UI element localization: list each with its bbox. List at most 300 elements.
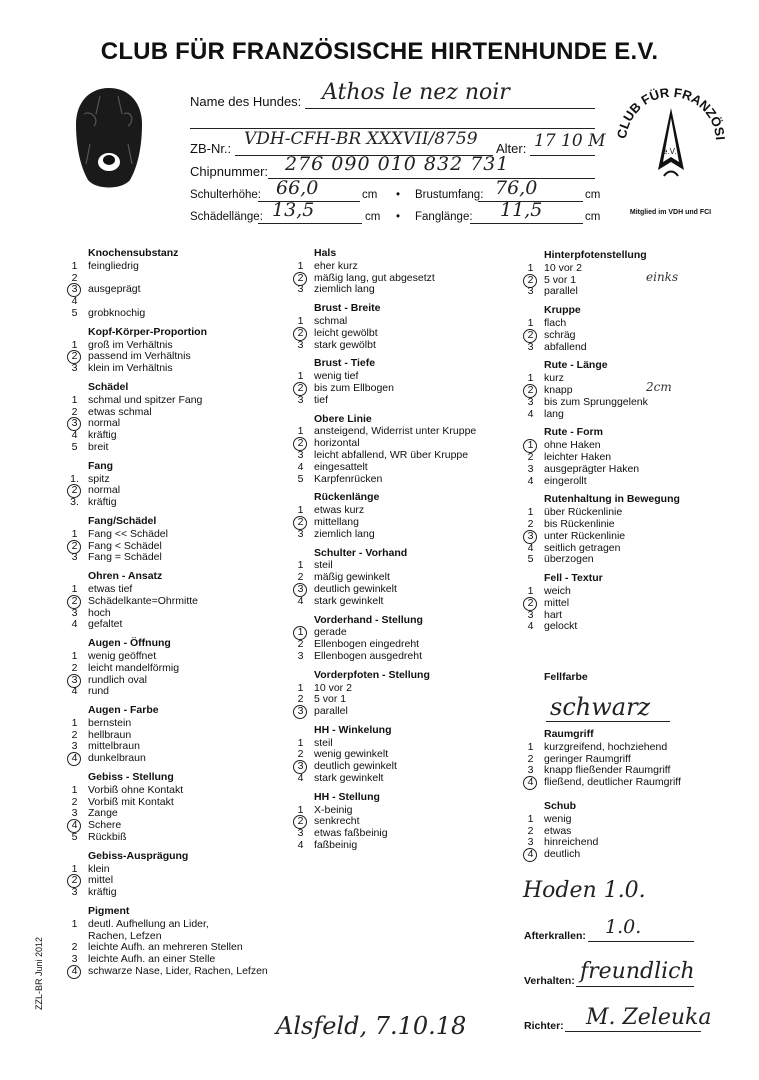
option-text: senkrecht — [314, 815, 360, 828]
option-number: 1 — [297, 736, 304, 749]
option-number: 2 — [71, 874, 78, 887]
criteria-section — [296, 548, 521, 608]
option-text: stark gewinkelt — [314, 772, 384, 785]
criteria-section — [70, 248, 285, 320]
option-number: 1 — [297, 626, 304, 639]
option-number: 1 — [71, 783, 78, 796]
option-number: 3 — [297, 649, 304, 662]
option-text: etwas tief — [88, 582, 133, 595]
option-text: gerade — [314, 626, 347, 639]
option-number: 1 — [527, 372, 534, 385]
option-text: etwas faßbeinig — [314, 827, 388, 840]
option-text: rund — [88, 685, 110, 698]
option-text: horizontal — [314, 437, 360, 450]
section-title: Obere Linie — [314, 412, 372, 425]
verhalten-label: Verhalten: — [524, 975, 575, 987]
option-text: deutlich — [544, 848, 581, 861]
criteria-section — [296, 492, 521, 540]
option-text: Rückbiß — [88, 831, 127, 844]
option-number: 1 — [71, 259, 78, 272]
section-title: Schädel — [88, 380, 129, 393]
option-item[interactable] — [526, 621, 756, 633]
option-text: Ellenbogen ausgedreht — [314, 649, 423, 662]
section-title: Hinterpfotenstellung — [544, 249, 647, 261]
option-item[interactable] — [526, 476, 756, 488]
option-item[interactable] — [70, 363, 285, 375]
option-text: normal — [88, 417, 121, 430]
option-text: knapp — [544, 383, 573, 396]
option-text: wenig geöffnet — [88, 649, 157, 662]
option-selected[interactable] — [296, 706, 521, 718]
option-item[interactable] — [70, 442, 285, 454]
dog-head-icon — [70, 84, 148, 194]
option-text: klein — [88, 862, 110, 875]
option-number: 1. — [70, 472, 79, 485]
option-text: Vorbiß ohne Kontakt — [88, 783, 184, 796]
section-title: Fell - Textur — [544, 572, 603, 585]
brust-label: Brustumfang: — [415, 189, 484, 201]
option-number: 3 — [71, 551, 78, 564]
option-item[interactable] — [296, 474, 521, 486]
option-text: Zange — [88, 807, 118, 820]
option-number: 5 — [297, 472, 304, 485]
option-text: wenig — [544, 812, 572, 825]
option-number: 3 — [527, 340, 534, 353]
option-item[interactable] — [70, 497, 285, 509]
option-number: 3 — [71, 740, 78, 753]
option-number: 2 — [297, 815, 304, 828]
schulter-unit: cm — [362, 189, 378, 201]
option-number: 1 — [71, 582, 78, 595]
place-date: Alsfeld, 7.10.18 — [276, 1012, 467, 1040]
option-text: hoch — [88, 606, 111, 619]
criteria-section — [526, 494, 756, 566]
option-number: 3 — [297, 338, 304, 351]
option-text: deutlich gewinkelt — [314, 760, 397, 773]
option-text: mittellang — [314, 515, 359, 528]
zb-value: VDH-CFH-BR XXXVII/8759 — [244, 129, 478, 149]
option-number: 1 — [297, 504, 304, 517]
option-number: 3 — [297, 705, 304, 718]
option-number: 3 — [71, 953, 78, 966]
option-text: eingerollt — [544, 474, 587, 487]
section-title: Rute - Länge — [544, 359, 608, 372]
option-number: 3 — [71, 807, 78, 820]
option-text: ziemlich lang — [314, 283, 375, 296]
option-number: 1 — [297, 259, 304, 272]
option-text: wenig tief — [314, 370, 359, 383]
option-text: spitz — [88, 472, 110, 485]
option-number: 4 — [527, 620, 534, 633]
option-selected[interactable] — [526, 777, 756, 789]
option-number: 1 — [527, 740, 534, 753]
option-number: 4 — [297, 594, 304, 607]
option-text: leicht gewölbt — [314, 326, 378, 339]
fellfarbe-label: Fellfarbe — [544, 671, 588, 683]
option-number: 2 — [71, 405, 78, 418]
option-number: 4 — [71, 429, 78, 442]
alter-label: Alter: — [496, 141, 527, 156]
option-number: 3 — [71, 606, 78, 619]
option-item[interactable] — [70, 686, 285, 698]
criteria-section — [70, 851, 285, 899]
chip-label: Chipnummer: — [190, 164, 269, 179]
section-title: Augen - Öffnung — [88, 637, 171, 650]
option-text: klein im Verhältnis — [88, 362, 173, 375]
option-number: 1 — [297, 314, 304, 327]
option-item[interactable] — [296, 340, 521, 352]
option-text: mittel — [88, 874, 114, 887]
option-number: 4 — [527, 848, 534, 861]
fellfarbe-value: schwarz — [550, 693, 651, 721]
section-title: Rute - Form — [544, 426, 603, 439]
option-item[interactable] — [296, 773, 521, 785]
option-text: mittelbraun — [88, 740, 140, 753]
option-selected[interactable] — [70, 284, 285, 296]
option-number: 3 — [527, 764, 534, 777]
section-title: Schub — [544, 800, 577, 812]
option-text: normal — [88, 484, 121, 497]
criteria-section — [70, 906, 285, 978]
option-text: steil — [314, 559, 333, 572]
option-number: 3 — [297, 527, 304, 540]
option-text: X-beinig — [314, 803, 353, 816]
option-text: bernstein — [88, 716, 132, 729]
criteria-column-1 — [70, 248, 285, 985]
option-text: schräg — [544, 328, 576, 341]
option-text: überzogen — [544, 553, 594, 566]
option-text: breit — [88, 440, 109, 453]
option-item[interactable] — [526, 286, 756, 298]
option-text: Karpfenrücken — [314, 472, 383, 485]
criteria-section — [70, 461, 285, 509]
option-number: 3 — [297, 760, 304, 773]
option-text: feingliedrig — [88, 259, 139, 272]
criteria-section — [296, 248, 521, 296]
option-number: 4 — [71, 819, 78, 832]
option-number: 1 — [297, 370, 304, 383]
verhalten-value: freundlich — [580, 959, 695, 984]
option-text: mittel — [544, 596, 570, 609]
option-number: 1 — [527, 506, 534, 519]
option-text: faßbeinig — [314, 839, 358, 852]
option-item[interactable] — [70, 552, 285, 564]
option-text: parallel — [314, 705, 348, 718]
option-number: 1 — [71, 393, 78, 406]
raumgriff-section — [526, 729, 756, 796]
option-text: 5 vor 1 — [544, 273, 577, 286]
option-number: 3 — [297, 827, 304, 840]
criteria-section — [526, 250, 756, 298]
section-title: Pigment — [88, 905, 130, 918]
option-number: 3. — [70, 496, 79, 509]
section-title: Knochensubstanz — [88, 247, 179, 259]
option-number: 2 — [527, 824, 534, 837]
dog-name-value: Athos le nez noir — [322, 80, 510, 105]
option-text: Rachen, Lefzen — [88, 929, 162, 942]
zb-label: ZB-Nr.: — [190, 141, 232, 156]
fang-value: 11,5 — [500, 199, 543, 221]
option-text: Fang < Schädel — [88, 539, 162, 552]
option-text: deutlich gewinkelt — [314, 582, 397, 595]
option-item[interactable] — [296, 596, 521, 608]
option-number: 3 — [527, 836, 534, 849]
option-item[interactable] — [70, 887, 285, 899]
option-text: mäßig gewinkelt — [314, 571, 390, 584]
option-number: 4 — [527, 474, 534, 487]
schaedel-value: 13,5 — [272, 199, 315, 221]
richter-label: Richter: — [524, 1020, 564, 1032]
option-number: 3 — [71, 362, 78, 375]
option-number: 2 — [527, 596, 534, 609]
option-number: 2 — [527, 752, 534, 765]
schulter-label: Schulterhöhe: — [190, 189, 261, 201]
option-text: Fang << Schädel — [88, 527, 168, 540]
option-text: Ellenbogen eingedreht — [314, 638, 420, 651]
option-item[interactable] — [70, 619, 285, 631]
section-title: Rückenlänge — [314, 491, 380, 504]
option-text: leicht mandelförmig — [88, 661, 180, 674]
chip-value: 276 090 010 832 731 — [285, 153, 510, 175]
handwritten-note: 2cm — [646, 379, 672, 394]
option-number: 2 — [297, 437, 304, 450]
option-text: 10 vor 2 — [544, 261, 582, 274]
option-text: parallel — [544, 285, 578, 298]
option-text: schmal und spitzer Fang — [88, 393, 203, 406]
option-number: 2 — [297, 571, 304, 584]
option-text: abfallend — [544, 340, 587, 353]
criteria-section — [296, 792, 521, 852]
option-number: 1 — [297, 803, 304, 816]
option-number: 1 — [527, 261, 534, 274]
criteria-section — [296, 303, 521, 351]
option-number: 3 — [71, 417, 78, 430]
section-title: Vorderhand - Stellung — [314, 613, 423, 626]
fang-unit: cm — [585, 211, 601, 223]
schulter-value: 66,0 — [276, 177, 319, 199]
option-text: leichte Aufh. an mehreren Stellen — [88, 941, 243, 954]
option-text: bis zum Sprunggelenk — [544, 395, 648, 408]
option-text: stark gewölbt — [314, 338, 376, 351]
name-label: Name des Hundes: — [190, 94, 302, 109]
option-number: 2 — [527, 328, 534, 341]
option-text: groß im Verhältnis — [88, 338, 173, 351]
option-text: schmal — [314, 314, 348, 327]
option-number: 2 — [297, 515, 304, 528]
richter-signature: M. Zeleuka — [586, 1005, 712, 1030]
option-text: Vorbiß mit Kontakt — [88, 795, 174, 808]
section-title: Augen - Farbe — [88, 704, 159, 717]
option-number: 3 — [297, 283, 304, 296]
alter-value: 17 10 M — [534, 131, 606, 151]
option-text: 10 vor 2 — [314, 681, 352, 694]
option-number: 5 — [527, 553, 534, 566]
option-number: 1 — [297, 559, 304, 572]
option-number: 2 — [527, 517, 534, 530]
option-text: hart — [544, 608, 563, 621]
option-text: rundlich oval — [88, 673, 147, 686]
section-title: Fang — [88, 459, 114, 472]
option-number: 4 — [297, 772, 304, 785]
option-number: 2 — [71, 594, 78, 607]
criteria-section — [296, 670, 521, 718]
option-number: 1 — [71, 917, 78, 930]
option-text: stark gewinkelt — [314, 594, 384, 607]
afterkrallen-label: Afterkrallen: — [524, 930, 586, 942]
seal-center-text: e.V. — [663, 147, 677, 156]
option-number: 3 — [297, 393, 304, 406]
club-title: CLUB FÜR FRANZÖSISCHE HIRTENHUNDE E.V. — [100, 38, 659, 65]
option-number: 3 — [297, 582, 304, 595]
option-text: gelockt — [544, 620, 578, 633]
option-item[interactable] — [70, 261, 285, 273]
option-number: 3 — [297, 448, 304, 461]
option-number: 2 — [297, 381, 304, 394]
option-number: 4 — [297, 839, 304, 852]
schaedel-label: Schädellänge: — [190, 211, 263, 223]
option-text: geringer Raumgriff — [544, 752, 631, 765]
option-text: lang — [544, 407, 564, 420]
option-text: kräftig — [88, 496, 117, 509]
option-number: 4 — [527, 776, 534, 789]
option-item[interactable] — [70, 308, 285, 320]
option-text: grobknochig — [88, 306, 146, 319]
option-text: Fang = Schädel — [88, 551, 162, 564]
bullet-1: • — [396, 189, 401, 201]
option-number: 2 — [71, 941, 78, 954]
option-text: wenig gewinkelt — [314, 748, 389, 761]
option-number: 2 — [71, 539, 78, 552]
criteria-section — [526, 801, 756, 861]
form-version: ZZL-BR Juni 2012 — [34, 936, 44, 1010]
criteria-column-2 — [296, 248, 521, 859]
criteria-section — [526, 729, 756, 789]
schaedel-unit: cm — [365, 211, 381, 223]
seal-subtitle: Mitglied im VDH und FCI — [629, 209, 712, 216]
option-item[interactable] — [296, 840, 521, 852]
option-text: etwas kurz — [314, 504, 365, 517]
option-text: unter Rückenlinie — [544, 529, 626, 542]
criteria-section — [70, 571, 285, 631]
brust-unit: cm — [585, 189, 601, 201]
option-text: etwas schmal — [88, 405, 152, 418]
option-number: 1 — [71, 716, 78, 729]
section-title: Gebiss-Ausprägung — [88, 849, 189, 862]
option-text: knapp fließender Raumgriff — [544, 764, 671, 777]
option-item[interactable] — [526, 342, 756, 354]
criteria-section — [296, 414, 521, 486]
option-text: flach — [544, 316, 567, 329]
option-text: leicht abfallend, WR über Kruppe — [314, 448, 469, 461]
option-number: 3 — [527, 395, 534, 408]
option-number: 3 — [71, 886, 78, 899]
fang-label: Fanglänge: — [415, 211, 473, 223]
section-title: Schulter - Vorhand — [314, 546, 408, 559]
option-text: ausgeprägt — [88, 283, 141, 296]
option-item[interactable] — [296, 651, 521, 663]
option-text: dunkelbraun — [88, 752, 146, 765]
option-number: 1 — [71, 862, 78, 875]
option-number: 4 — [71, 752, 78, 765]
option-number: 5 — [71, 440, 78, 453]
option-text: über Rückenlinie — [544, 506, 623, 519]
section-title: Vorderpfoten - Stellung — [314, 668, 430, 681]
option-text: hinreichend — [544, 836, 599, 849]
section-title: Kopf-Körper-Proportion — [88, 325, 207, 338]
option-number: 1 — [71, 527, 78, 540]
option-item[interactable] — [296, 395, 521, 407]
option-text: leichter Haken — [544, 450, 612, 463]
seal-text: CLUB FÜR FRANZÖSI — [614, 84, 728, 141]
option-text: kurzgreifend, hochziehend — [544, 740, 668, 753]
section-title: HH - Winkelung — [314, 723, 392, 736]
club-seal-icon — [612, 78, 730, 196]
section-title: Gebiss - Stellung — [88, 771, 174, 784]
option-number: 2 — [71, 271, 78, 284]
option-number: 1 — [527, 316, 534, 329]
option-number: 2 — [297, 326, 304, 339]
option-item[interactable] — [526, 554, 756, 566]
option-text: fließend, deutlicher Raumgriff — [544, 776, 681, 789]
bullet-2: • — [396, 211, 401, 223]
option-text: kräftig — [88, 886, 117, 899]
option-number: 1 — [527, 812, 534, 825]
option-number: 4 — [527, 407, 534, 420]
criteria-section — [526, 573, 756, 633]
criteria-section — [70, 772, 285, 844]
option-item[interactable] — [526, 409, 756, 421]
section-title: Fang/Schädel — [88, 514, 157, 527]
option-text: Schädelkante=Ohrmitte — [88, 594, 199, 607]
section-title: Hals — [314, 247, 337, 259]
option-selected[interactable] — [70, 966, 285, 978]
option-item[interactable] — [296, 529, 521, 541]
criteria-section — [526, 427, 756, 487]
option-number: 2 — [297, 271, 304, 284]
option-number: 2 — [71, 350, 78, 363]
option-number: 2 — [297, 638, 304, 651]
option-number: 3 — [71, 673, 78, 686]
option-number: 1 — [71, 338, 78, 351]
option-number: 4 — [71, 295, 78, 308]
option-item[interactable] — [296, 284, 521, 296]
option-number: 2 — [71, 484, 78, 497]
option-text: hellbraun — [88, 728, 132, 741]
criteria-section — [70, 327, 285, 375]
option-number: 1 — [527, 439, 534, 452]
option-number: 5 — [71, 831, 78, 844]
schub-section — [526, 801, 756, 868]
option-item[interactable] — [70, 832, 285, 844]
option-selected[interactable] — [70, 753, 285, 765]
option-text: ziemlich lang — [314, 527, 375, 540]
option-text: bis zum Ellbogen — [314, 381, 394, 394]
option-number: 3 — [527, 608, 534, 621]
option-text: ausgeprägter Haken — [544, 462, 640, 475]
option-text: weich — [544, 584, 571, 597]
criteria-section — [296, 725, 521, 785]
option-text: ansteigend, Widerrist unter Kruppe — [314, 425, 477, 438]
option-number: 1 — [297, 425, 304, 438]
option-text: seitlich getragen — [544, 541, 621, 554]
option-text: tief — [314, 393, 329, 406]
section-title: Brust - Breite — [314, 302, 381, 315]
option-text: passend im Verhältnis — [88, 350, 191, 363]
handwritten-note: einks — [646, 269, 679, 284]
option-number: 4 — [71, 618, 78, 631]
option-selected[interactable] — [296, 383, 521, 395]
option-selected[interactable] — [526, 849, 756, 861]
